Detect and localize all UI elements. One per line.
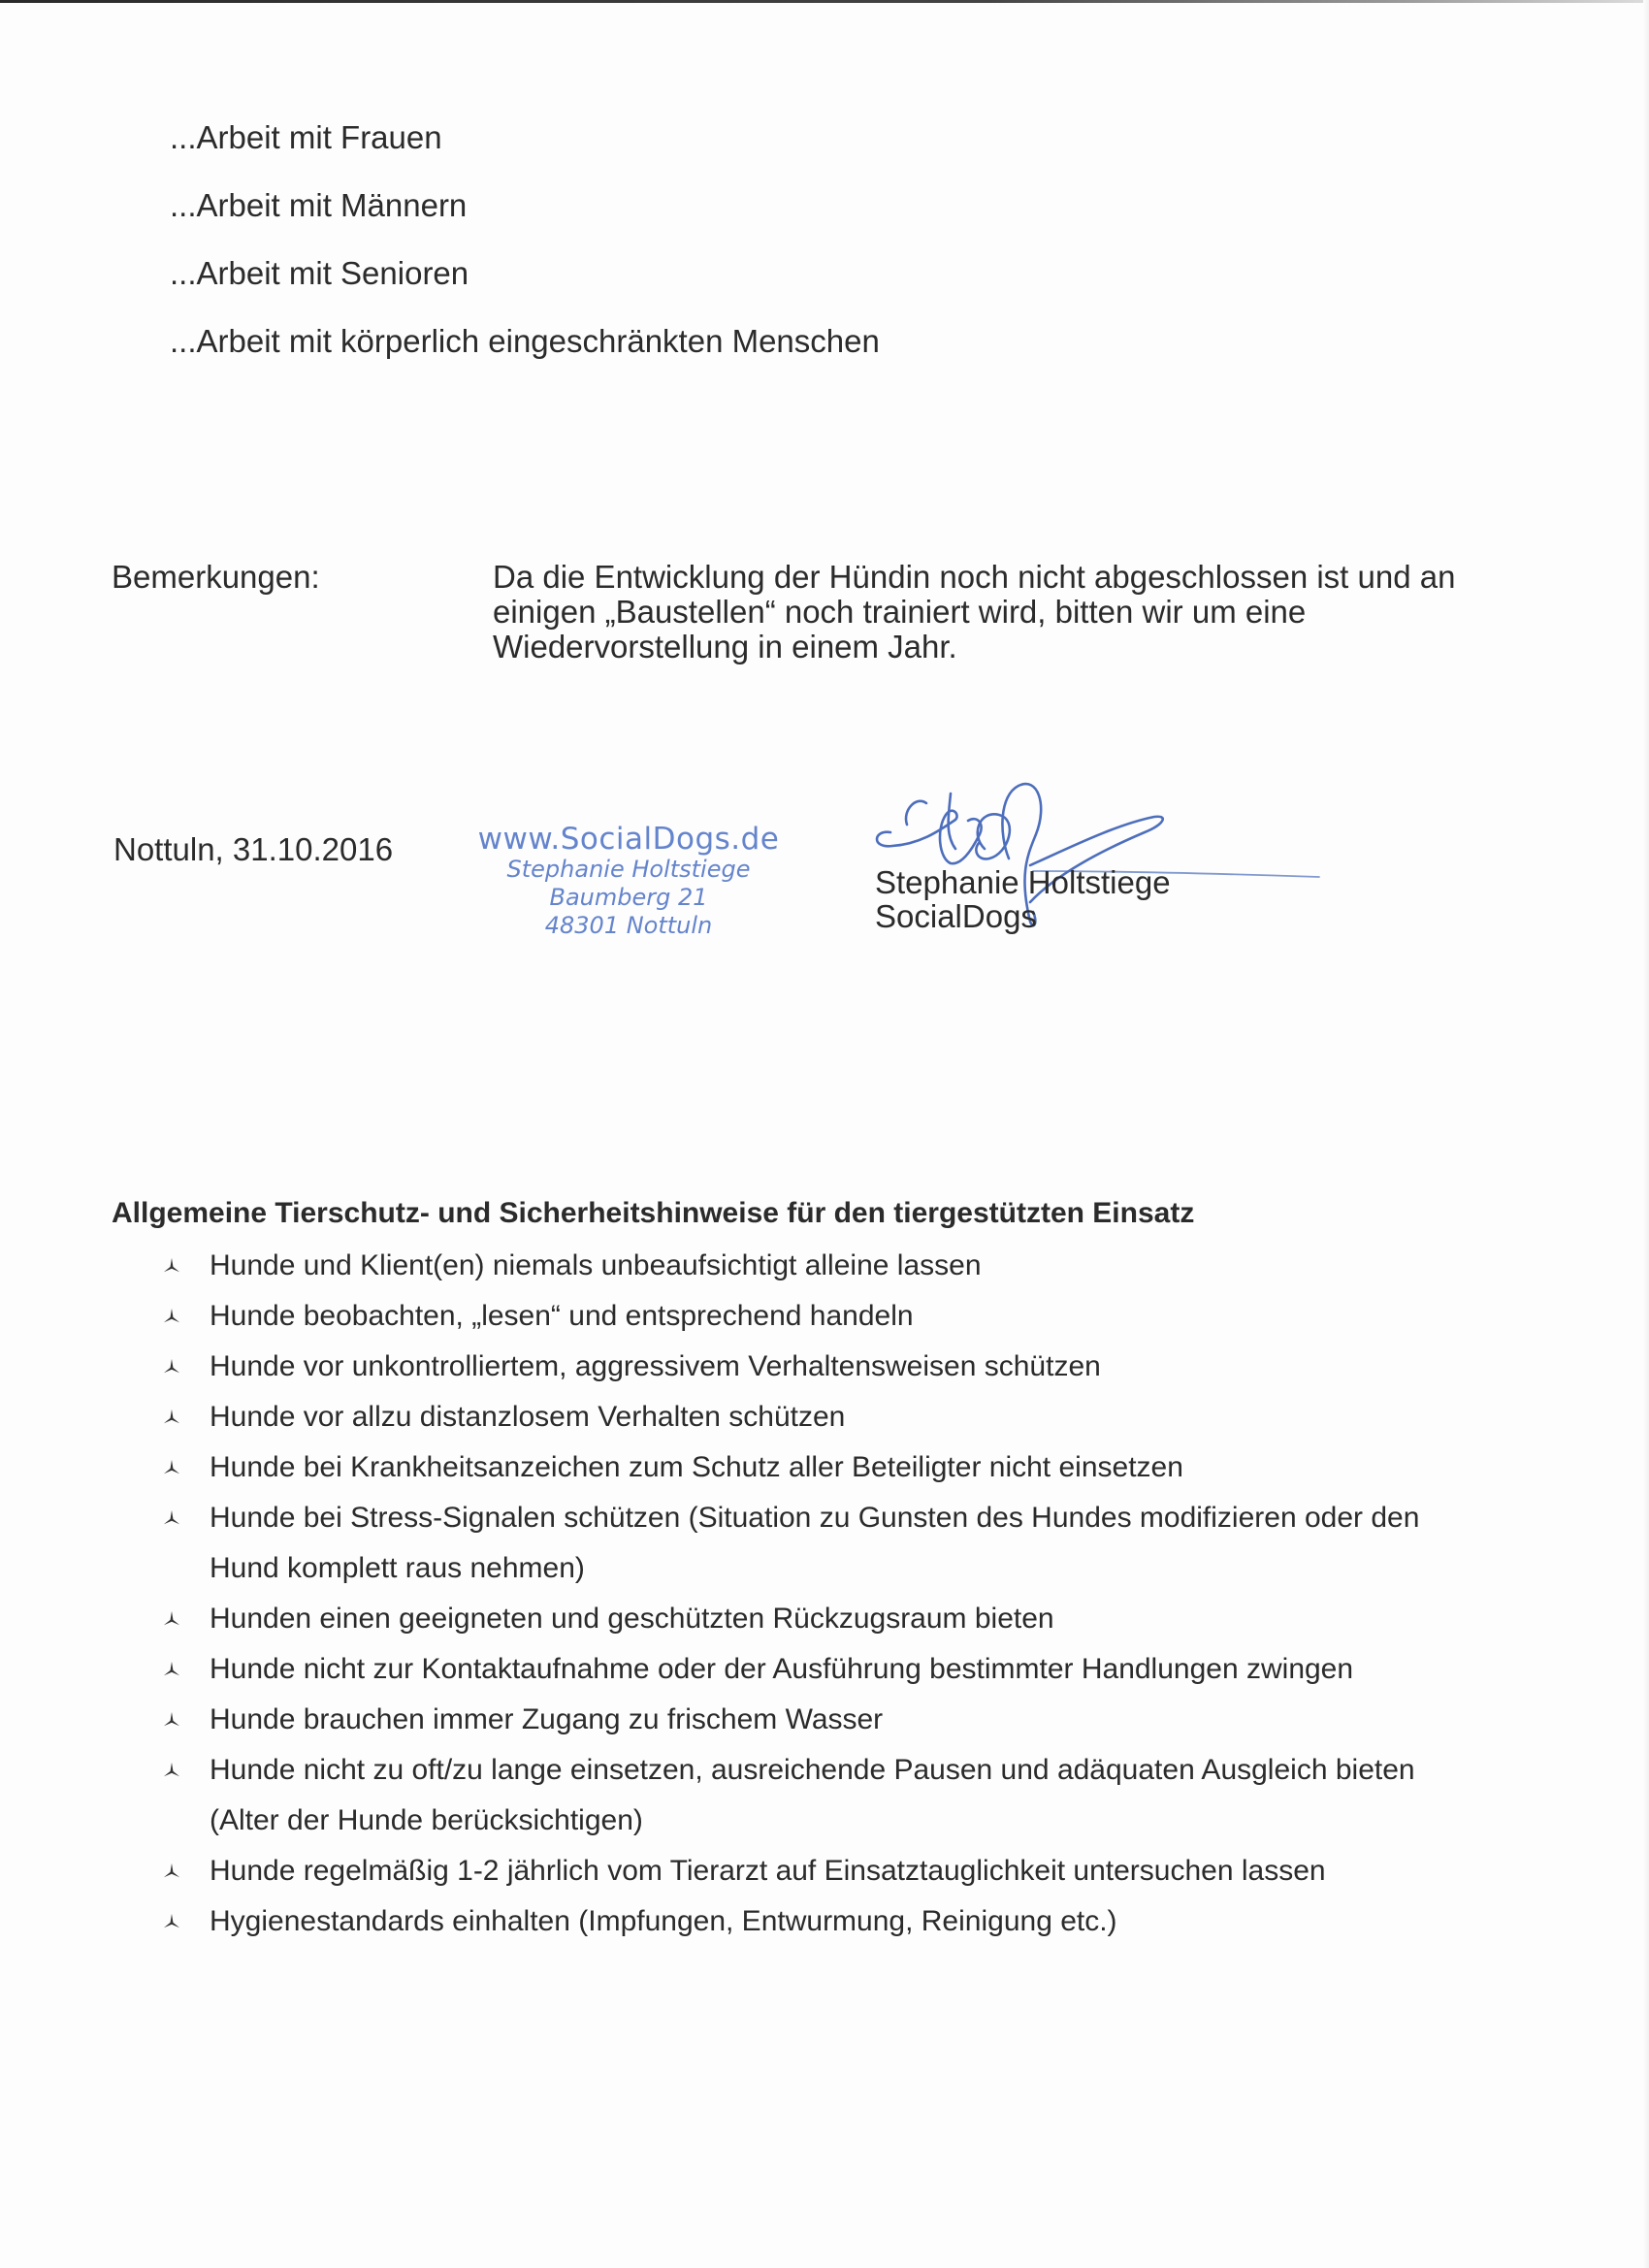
guideline-text-line: Hunde nicht zur Kontaktaufnahme oder der Ausführung bestimmter Handlungen zwingen: [210, 1653, 1354, 1685]
stamp-url: www.SocialDogs.de: [477, 822, 780, 857]
stamp-street: Baumberg 21: [549, 884, 708, 911]
role-line: ...Arbeit mit Frauen: [170, 119, 442, 155]
remarks-line: einigen „Baustellen“ noch trainiert wird, bitten wir um eine: [493, 594, 1307, 630]
guideline-text: [210, 1342, 1101, 1392]
guideline-text-line: Hunde bei Krankheitsanzeichen zum Schutz aller Beteiligter nicht einsetzen: [210, 1451, 1183, 1483]
guideline-text-line: (Alter der Hunde berücksichtigen): [210, 1804, 643, 1836]
guideline-text-line: Hunde beobachten, „lesen“ und entsprechend handeln: [210, 1300, 914, 1332]
guideline-text: [210, 1392, 845, 1442]
tri-star-bullet-icon: [163, 1257, 180, 1275]
role-line: ...Arbeit mit Männern: [170, 187, 468, 223]
signer-block: [875, 865, 1171, 933]
guideline-text: [210, 1241, 982, 1291]
tri-star-bullet-icon: [163, 1711, 180, 1729]
role-line: ...Arbeit mit Senioren: [170, 255, 469, 291]
stamp-name: Stephanie Holtstiege: [506, 856, 751, 883]
guideline-text: [210, 1896, 1117, 1947]
guideline-text-line: Hygienestandards einhalten (Impfungen, Entwurmung, Reinigung etc.): [210, 1905, 1117, 1937]
guideline-text-line: Hunden einen geeigneten und geschützten Rückzugsraum bieten: [210, 1603, 1054, 1635]
guidelines-heading: Allgemeine Tierschutz- und Sicherheitshinweise für den tiergestützten Einsatz: [112, 1197, 1195, 1229]
place-date: Nottuln, 31.10.2016: [113, 831, 394, 867]
remarks-line: Wiedervorstellung in einem Jahr.: [493, 629, 957, 664]
company-stamp: [477, 823, 780, 940]
tri-star-bullet-icon: [163, 1610, 180, 1628]
guideline-text: [210, 1493, 1419, 1594]
guideline-text-line: Hund komplett raus nehmen): [210, 1552, 585, 1584]
scan-edge-right: [1643, 0, 1649, 2268]
guideline-text: [210, 1846, 1326, 1896]
signer-org: SocialDogs: [875, 898, 1037, 934]
tri-star-bullet-icon: [163, 1509, 180, 1527]
tri-star-bullet-icon: [163, 1863, 180, 1880]
guideline-text-line: Hunde regelmäßig 1-2 jährlich vom Tierarzt auf Einsatztauglichkeit untersuchen lassen: [210, 1855, 1326, 1887]
tri-star-bullet-icon: [163, 1358, 180, 1376]
tri-star-bullet-icon: [163, 1762, 180, 1779]
guideline-text: [210, 1644, 1353, 1695]
scan-edge-top: [0, 0, 1649, 3]
remarks-label: Bemerkungen:: [112, 559, 320, 595]
signer-name: Stephanie Holtstiege: [875, 864, 1171, 900]
guideline-text-line: Hunde vor allzu distanzlosem Verhalten schützen: [210, 1401, 846, 1433]
guideline-text-line: Hunde brauchen immer Zugang zu frischem Wasser: [210, 1703, 884, 1735]
guideline-text-line: Hunde und Klient(en) niemals unbeaufsichtigt alleine lassen: [210, 1249, 982, 1281]
tri-star-bullet-icon: [163, 1913, 180, 1930]
tri-star-bullet-icon: [163, 1459, 180, 1476]
guideline-text-line: Hunde vor unkontrolliertem, aggressivem Verhaltensweisen schützen: [210, 1350, 1101, 1382]
guideline-text: [210, 1695, 883, 1745]
role-line: ...Arbeit mit körperlich eingeschränkten Menschen: [170, 323, 880, 359]
guideline-text: [210, 1291, 914, 1342]
stamp-city: 48301 Nottuln: [544, 912, 713, 939]
remarks-line: Da die Entwicklung der Hündin noch nicht abgeschlossen ist und an: [493, 559, 1456, 595]
guideline-text: [210, 1442, 1183, 1493]
tri-star-bullet-icon: [163, 1409, 180, 1426]
tri-star-bullet-icon: [163, 1661, 180, 1678]
guideline-text: [210, 1594, 1054, 1644]
guideline-text-line: Hunde nicht zu oft/zu lange einsetzen, ausreichende Pausen und adäquaten Ausgleich bieten: [210, 1754, 1415, 1786]
remarks-text: [493, 560, 1463, 664]
guideline-text: [210, 1745, 1415, 1846]
tri-star-bullet-icon: [163, 1308, 180, 1325]
guideline-text-line: Hunde bei Stress-Signalen schützen (Situation zu Gunsten des Hundes modifizieren oder den: [210, 1502, 1420, 1534]
